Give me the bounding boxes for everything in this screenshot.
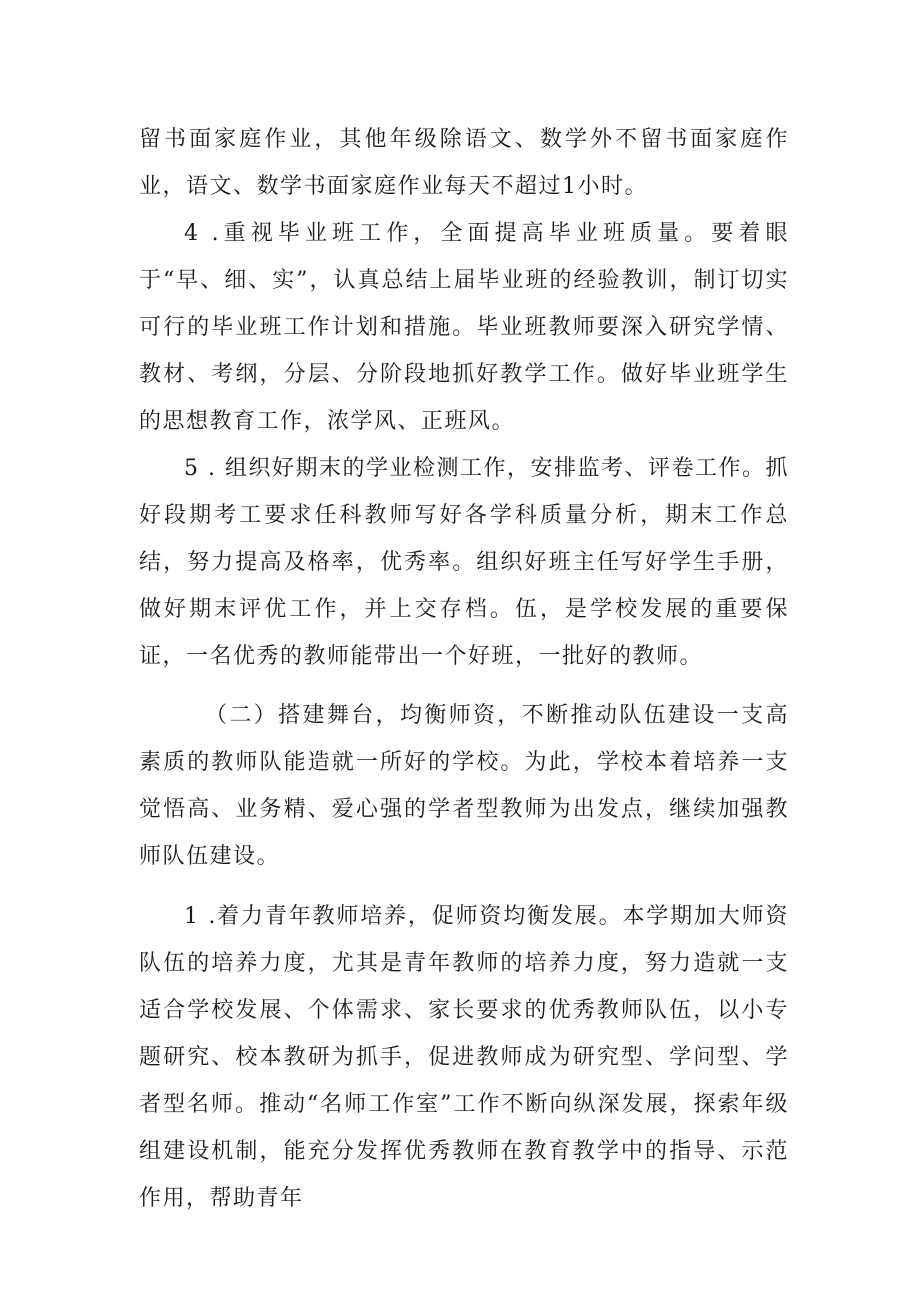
paragraph-final-exams: 5 . 组织好期末的学业检测工作，安排监考、评卷工作。抓好段期考工要求任科教师写好各学科质量分析，期末工作总结，努力提高及格率，优秀率。组织好班主任写好学生手册，做好期末评优工作，并上交存档。伍，是学校发展的重要保证，一名优秀的教师能带出一个好班，一批好的教师。 xyxy=(139,456,789,669)
paragraph-young-teachers: 1 .着力青年教师培养，促师资均衡发展。本学期加大师资队伍的培养力度，尤其是青年教师的培养力度，努力造就一支适合学校发展、个体需求、家长要求的优秀教师队伍，以小专题研究、校本教研为抓手，促进教师成为研究型、学问型、学者型名师。推动“名师工作室”工作不断向纵深发展，探索年级组建设机制，能充分发挥优秀教师在教育教学中的指导、示范作用，帮助青年 xyxy=(139,904,789,1211)
paragraph-graduating-class: 4 .重视毕业班工作，全面提高毕业班质量。要着眼于“早、细、实”，认真总结上届毕业班的经验教训，制订切实可行的毕业班工作计划和措施。毕业班教师要深入研究学情、教材、考纲，分层、分阶段地抓好教学工作。做好毕业班学生的思想教育工作，浓学风、正班风。 xyxy=(139,221,789,434)
paragraph-section-two: （二）搭建舞台，均衡师资，不断推动队伍建设一支高素质的教师队能造就一所好的学校。为此，学校本着培养一支觉悟高、业务精、爱心强的学者型教师为出发点，继续加强教师队伍建设。 xyxy=(139,703,789,869)
paragraph-homework-limit: 留书面家庭作业，其他年级除语文、数学外不留书面家庭作业，语文、数学书面家庭作业每天不超过1小时。 xyxy=(139,127,789,199)
